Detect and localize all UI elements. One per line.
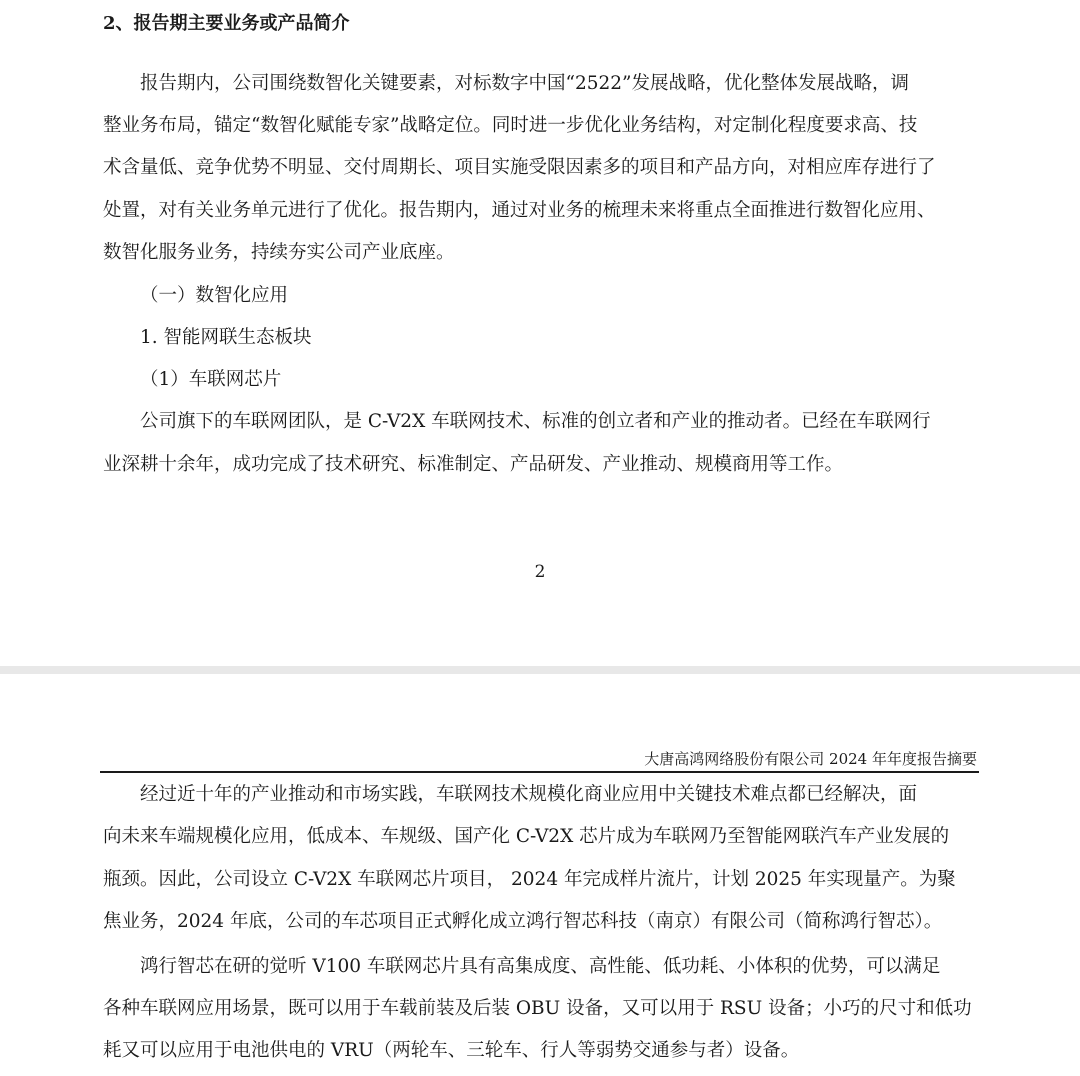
paragraph-line: 公司旗下的车联网团队，是 C-V2X 车联网技术、标准的创立者和产业的推动者。已经在车联网行 xyxy=(140,411,931,432)
heading-level-1: （一）数智化应用 xyxy=(140,285,289,306)
paragraph-line: 处置，对有关业务单元进行了优化。报告期内，通过对业务的梳理未来将重点全面推进行数智化应用、 xyxy=(103,200,936,221)
paragraph-line: 各种车联网应用场景，既可以用于车载前装及后装 OBU 设备，又可以用于 RSU 设备；小巧的尺寸和低功 xyxy=(103,998,972,1019)
page-separator xyxy=(0,666,1080,674)
paragraph-line: 术含量低、竞争优势不明显、交付周期长、项目实施受限因素多的项目和产品方向，对相应库存进行了 xyxy=(103,157,936,178)
running-header: 大唐高鸿网络股份有限公司 2024 年年度报告摘要 xyxy=(644,750,977,768)
paragraph-line: 经过近十年的产业推动和市场实践，车联网技术规模化商业应用中关键技术难点都已经解决，面 xyxy=(140,784,918,805)
paragraph-line: 报告期内，公司围绕数智化关键要素，对标数字中国“2522”发展战略，优化整体发展战略，调 xyxy=(140,73,910,94)
header-rule xyxy=(100,771,979,773)
paragraph-line: 业深耕十余年，成功完成了技术研究、标准制定、产品研发、产业推动、规模商用等工作。 xyxy=(103,454,844,475)
paragraph-line: 向未来车端规模化应用，低成本、车规级、国产化 C-V2X 芯片成为车联网乃至智能网联汽车产业发展的 xyxy=(103,826,950,847)
heading-level-3: （1）车联网芯片 xyxy=(140,369,282,390)
document-page-2 xyxy=(0,674,1080,1076)
paragraph-line: 数智化服务业务，持续夯实公司产业底座。 xyxy=(103,242,455,263)
paragraph-line: 整业务布局，锚定“数智化赋能专家”战略定位。同时进一步优化业务结构，对定制化程度要求高、技 xyxy=(103,115,918,136)
paragraph-line: 鸿行智芯在研的觉听 V100 车联网芯片具有高集成度、高性能、低功耗、小体积的优势，可以满足 xyxy=(140,956,941,977)
paragraph-line: 耗又可以应用于电池供电的 VRU（两轮车、三轮车、行人等弱势交通参与者）设备。 xyxy=(103,1040,800,1061)
heading-level-2: 1. 智能网联生态板块 xyxy=(140,327,312,348)
paragraph-line: 瓶颈。因此，公司设立 C-V2X 车联网芯片项目， 2024 年完成样片流片，计划 2025 年实现量产。为聚 xyxy=(103,869,956,890)
page-number: 2 xyxy=(534,562,546,582)
paragraph-line: 焦业务，2024 年底，公司的车芯项目正式孵化成立鸿行智芯科技（南京）有限公司（简称鸿行智芯）。 xyxy=(103,911,943,932)
section-title: 2、报告期主要业务或产品简介 xyxy=(103,13,350,34)
